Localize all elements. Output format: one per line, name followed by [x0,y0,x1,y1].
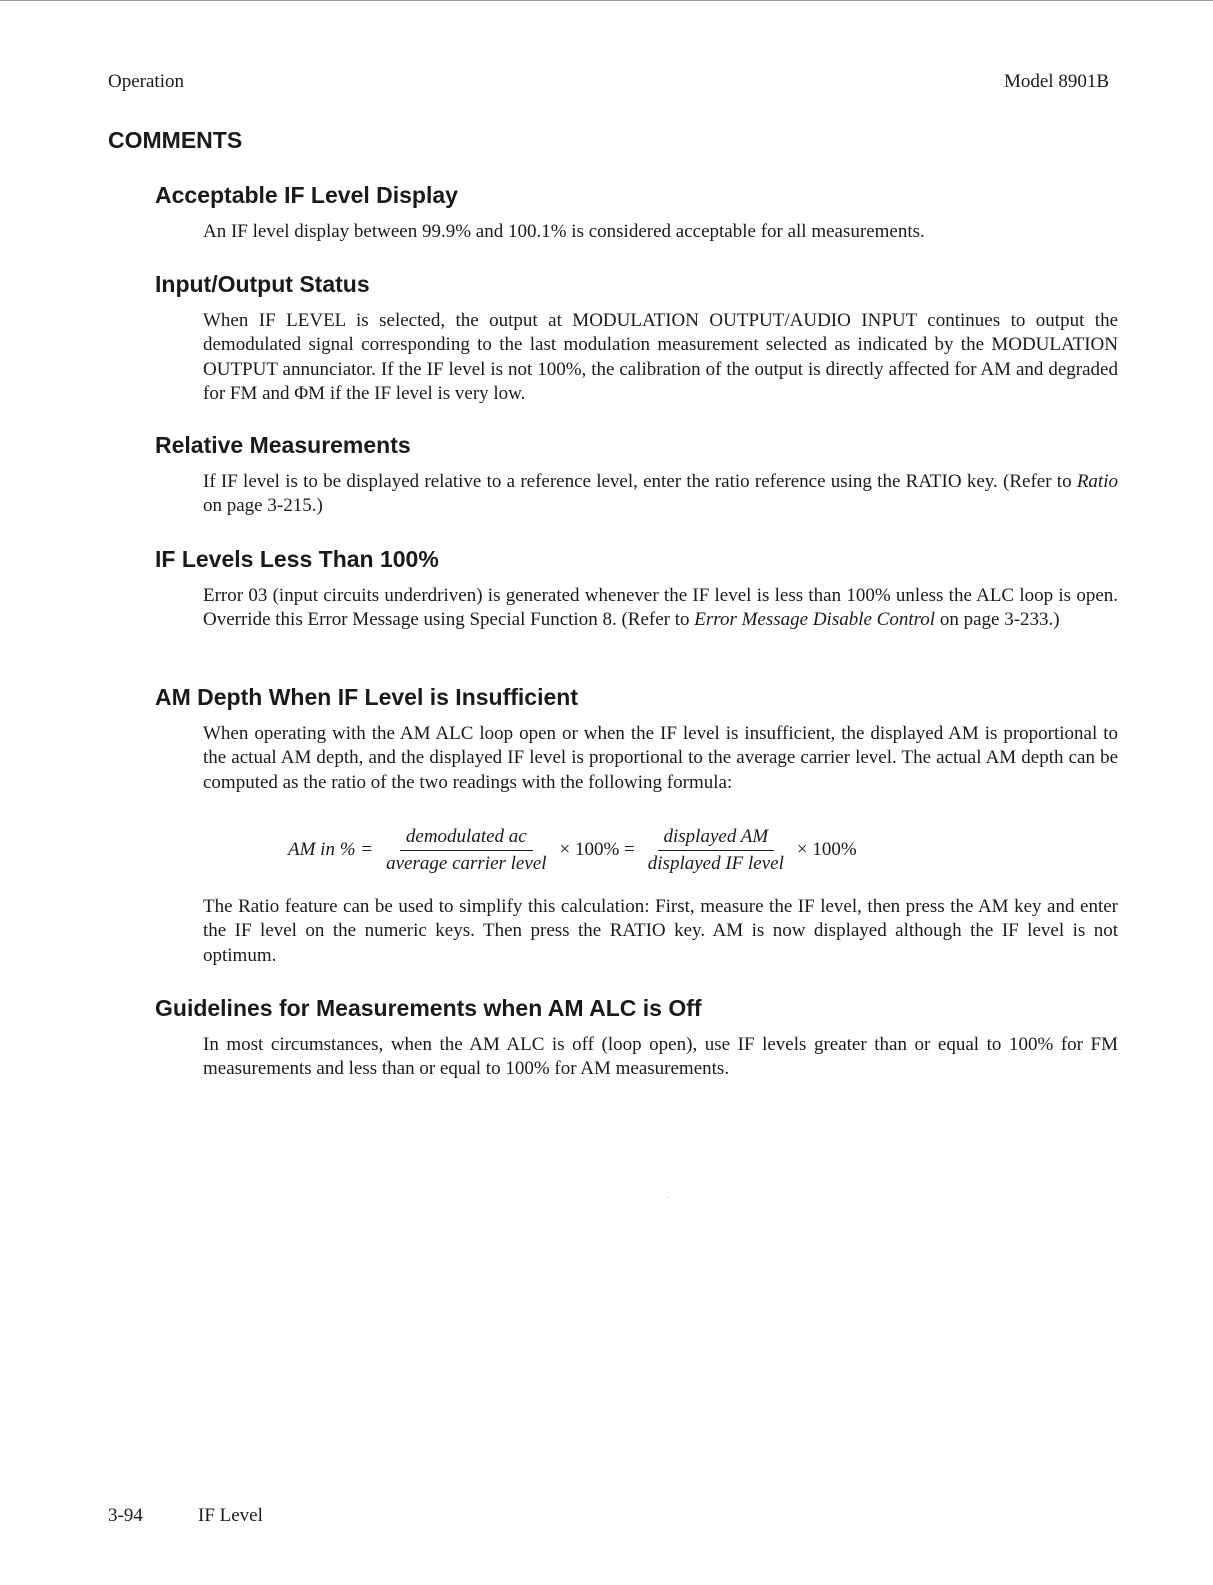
paragraph-acceptable: An IF level display between 99.9% and 100.1% is considered acceptable for all measurements. [203,221,925,242]
formula-lhs: AM in % = [288,839,374,860]
section-heading-am-depth: AM Depth When IF Level is Insufficient [155,684,578,710]
top-rule [0,0,1213,1]
paragraph-relative: If IF level is to be displayed relative to a reference level, enter the ratio reference using the RATIO key. (Refer to Ratio on page 3-215.) [203,471,1118,517]
formula-middle: × 100% = [559,839,635,860]
paragraph-io-status: When IF LEVEL is selected, the output at MODULATION OUTPUT/AUDIO INPUT continues to output the demodulated signal corresponding to the last modulation measurement selected as indicated by the MODULATION OUTPUT annunciator. If the IF level is not 100%, the calibration of the output is directly affected for AM and degraded for FM and ΦM if the IF level is very low. [203,310,1118,404]
formula-fraction-2 [642,826,790,875]
am-depth-formula [288,820,857,880]
formula-tail: × 100% [796,839,857,860]
italic-reference: Ratio [1076,471,1118,492]
section-heading-relative: Relative Measurements [155,432,411,458]
section-heading-io-status: Input/Output Status [155,271,370,297]
running-header-right: Model 8901B [1003,71,1109,92]
paragraph-less-than: Error 03 (input circuits underdriven) is generated whenever the IF level is less than 100% unless the ALC loop is open. Override this Error Message using Special Function 8. (Refer to Error Message Disable Control on page 3-233.) [203,585,1118,631]
italic-reference: Error Message Disable Control [694,609,936,631]
page-title: COMMENTS [108,127,243,153]
section-heading-less-than: IF Levels Less Than 100% [155,546,439,572]
fraction-numerator: displayed AM [658,826,775,851]
section-heading-guidelines: Guidelines for Measurements when AM ALC is Off [155,995,702,1021]
running-header-left: Operation [108,71,184,92]
section-heading-acceptable: Acceptable IF Level Display [155,182,458,208]
paragraph-guidelines: In most circumstances, when the AM ALC is off (loop open), use IF levels greater than or equal to 100% for FM measurements and less than or equal to 100% for AM measurements. [203,1034,1118,1080]
fraction-denominator: displayed IF level [647,852,784,874]
fraction-numerator: demodulated ac [400,826,533,851]
fraction-denominator: average carrier level [386,852,547,874]
paragraph-ratio-feature: The Ratio feature can be used to simplify this calculation: First, measure the IF level, then press the AM key and enter the IF level on the numeric keys. Then press the RATIO key. AM is now displayed although the IF level is not optimum. [203,896,1118,966]
page-number: 3-94 [108,1505,143,1526]
paragraph-am-depth: When operating with the AM ALC loop open or when the IF level is insufficient, the displayed AM is proportional to the actual AM depth, and the displayed IF level is proportional to the average carrier level. The actual AM depth can be computed as the ratio of the two readings with the following formula: [203,723,1118,793]
formula-fraction-1 [380,826,552,875]
footer-section: IF Level [198,1505,263,1526]
scan-speck [668,1197,669,1198]
